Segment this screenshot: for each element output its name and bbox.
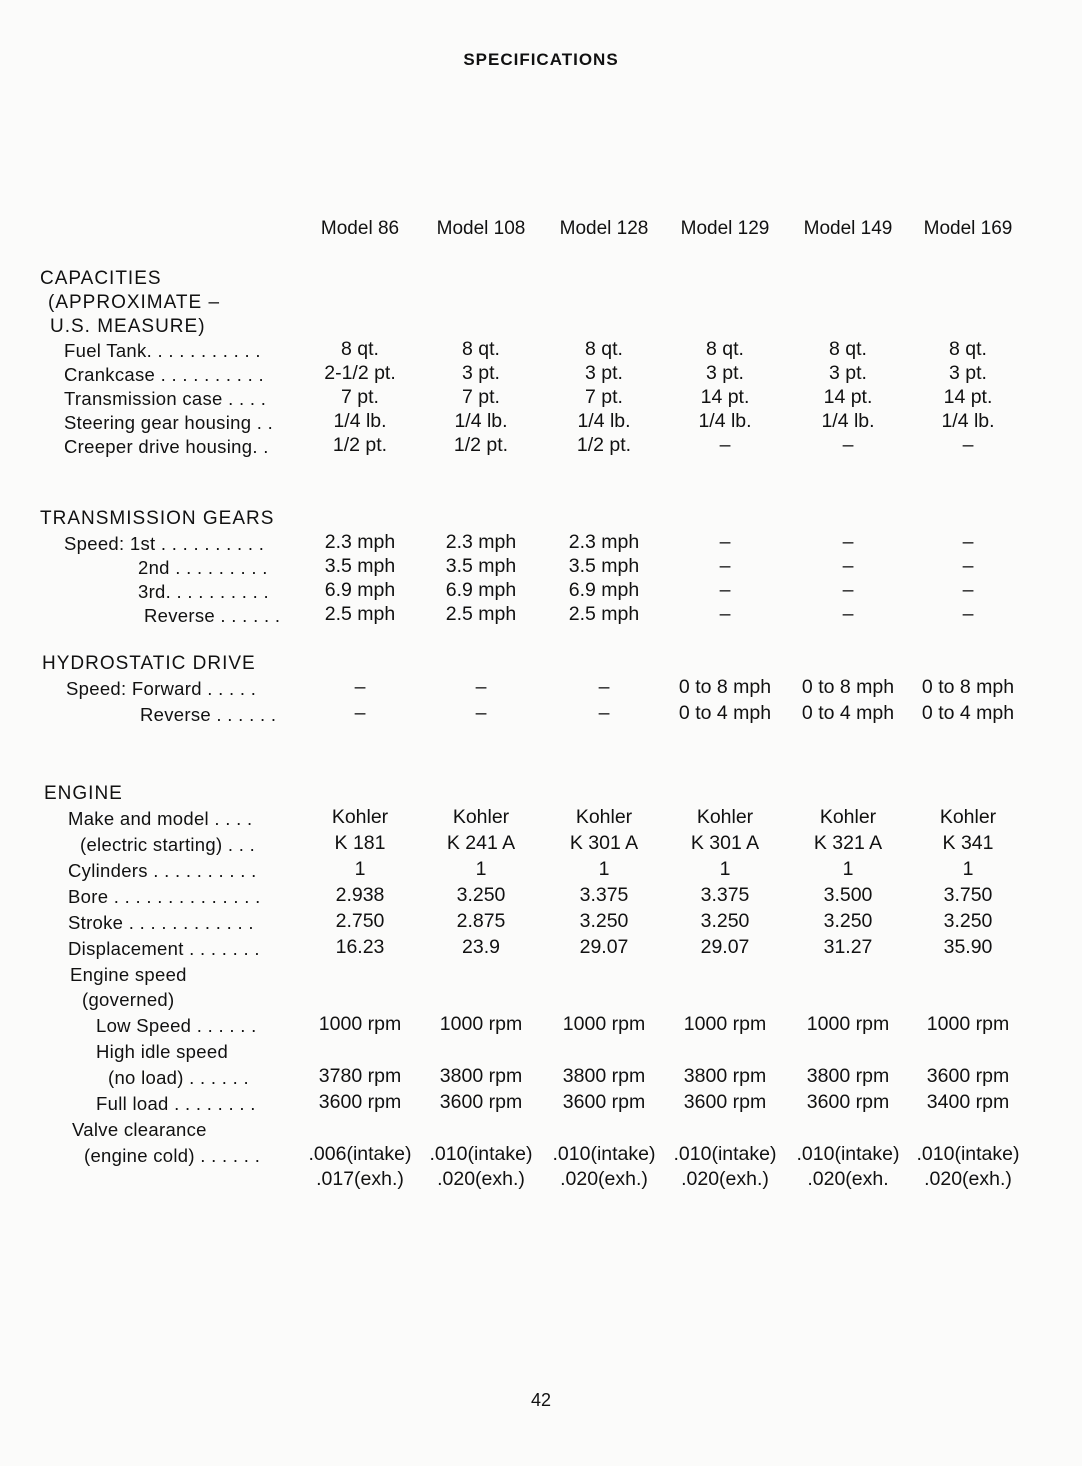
spec-value: 3.5 mph — [445, 555, 517, 577]
spec-value: 29.07 — [700, 936, 750, 958]
spec-value: 1 — [475, 858, 487, 880]
row-label: (governed) — [82, 989, 175, 1010]
spec-value: 1/2 pt. — [453, 434, 509, 456]
row-label: Stroke . . . . . . . . . . . . — [68, 912, 254, 933]
spec-value: 1000 rpm — [926, 1013, 1010, 1035]
spec-value: .020(exh.) — [560, 1168, 648, 1190]
spec-value: 35.90 — [943, 936, 993, 958]
spec-value: K 241 A — [446, 832, 516, 854]
row-label: 3rd. . . . . . . . . . — [138, 581, 269, 602]
model-column-header: Model 129 — [680, 218, 770, 239]
spec-value: 1/2 pt. — [576, 434, 632, 456]
spec-value: – — [962, 434, 974, 456]
spec-value: 7 pt. — [462, 386, 500, 408]
spec-value: 0 to 4 mph — [678, 702, 772, 724]
row-label: Steering gear housing . . — [64, 412, 274, 433]
spec-value: 3600 rpm — [439, 1091, 523, 1113]
spec-value: 3 pt. — [462, 362, 500, 384]
spec-value: K 301 A — [690, 832, 760, 854]
spec-value: 3800 rpm — [439, 1065, 523, 1087]
spec-value: 2.3 mph — [445, 531, 517, 553]
row-label: Speed: Forward . . . . . — [66, 678, 257, 699]
spec-value: K 301 A — [569, 832, 639, 854]
spec-value: 0 to 8 mph — [678, 676, 772, 698]
spec-value: 14 pt. — [823, 386, 873, 408]
spec-value: 1/4 lb. — [333, 410, 387, 432]
spec-value: 0 to 4 mph — [921, 702, 1015, 724]
spec-value: 3800 rpm — [806, 1065, 890, 1087]
row-label: Transmission case . . . . — [64, 388, 267, 409]
spec-value: Kohler — [575, 806, 633, 828]
row-label: Displacement . . . . . . . — [68, 938, 260, 959]
spec-value: – — [842, 434, 854, 456]
spec-value: – — [962, 531, 974, 553]
spec-value: – — [598, 702, 610, 724]
row-label: Fuel Tank. . . . . . . . . . . — [64, 340, 261, 361]
row-label: Cylinders . . . . . . . . . . — [68, 860, 257, 881]
spec-value: – — [719, 603, 731, 625]
section-heading: (APPROXIMATE – — [48, 292, 221, 313]
spec-value: – — [962, 603, 974, 625]
spec-value: 3 pt. — [949, 362, 987, 384]
spec-value: 1 — [598, 858, 610, 880]
row-label: Make and model . . . . — [68, 808, 253, 829]
spec-value: .010(intake) — [552, 1143, 656, 1165]
row-label: 2nd . . . . . . . . . — [138, 557, 268, 578]
spec-value: 16.23 — [335, 936, 385, 958]
spec-value: 2.938 — [335, 884, 385, 906]
row-label: Full load . . . . . . . . — [96, 1093, 256, 1114]
spec-value: – — [842, 531, 854, 553]
section-heading: U.S. MEASURE) — [50, 316, 206, 337]
spec-value: 1/2 pt. — [332, 434, 388, 456]
spec-value: .010(intake) — [916, 1143, 1020, 1165]
spec-value: 1000 rpm — [806, 1013, 890, 1035]
spec-value: Kohler — [819, 806, 877, 828]
spec-value: 3400 rpm — [926, 1091, 1010, 1113]
spec-value: .020(exh. — [807, 1168, 889, 1190]
spec-value: – — [354, 702, 366, 724]
spec-value: 8 qt. — [829, 338, 867, 360]
spec-value: 14 pt. — [943, 386, 993, 408]
spec-value: .020(exh.) — [681, 1168, 769, 1190]
spec-value: 3 pt. — [706, 362, 744, 384]
spec-value: 0 to 8 mph — [921, 676, 1015, 698]
spec-value: 2.5 mph — [324, 603, 396, 625]
section-heading: ENGINE — [44, 783, 123, 804]
spec-value: 1 — [842, 858, 854, 880]
spec-value: 2.3 mph — [568, 531, 640, 553]
spec-value: – — [842, 579, 854, 601]
spec-value: 8 qt. — [341, 338, 379, 360]
spec-value: .010(intake) — [673, 1143, 777, 1165]
spec-value: 1/4 lb. — [454, 410, 508, 432]
spec-value: 3.250 — [943, 910, 993, 932]
spec-value: 1/4 lb. — [698, 410, 752, 432]
section-heading: CAPACITIES — [40, 268, 162, 289]
row-label: High idle speed — [96, 1041, 229, 1062]
row-label: Speed: 1st . . . . . . . . . . — [64, 533, 265, 554]
spec-value: 3.375 — [700, 884, 750, 906]
row-label: Reverse . . . . . . — [140, 704, 277, 725]
spec-value: Kohler — [939, 806, 997, 828]
row-label: (no load) . . . . . . — [108, 1067, 249, 1088]
spec-value: 3600 rpm — [806, 1091, 890, 1113]
spec-value: – — [962, 579, 974, 601]
spec-value: 2.5 mph — [445, 603, 517, 625]
spec-value: 2.875 — [456, 910, 506, 932]
spec-value: 6.9 mph — [568, 579, 640, 601]
spec-value: 6.9 mph — [445, 579, 517, 601]
spec-value: 3.250 — [456, 884, 506, 906]
spec-value: 3780 rpm — [318, 1065, 402, 1087]
spec-value: 1/4 lb. — [821, 410, 875, 432]
spec-value: – — [475, 676, 487, 698]
spec-value: K 181 — [334, 832, 386, 854]
spec-value: .010(intake) — [429, 1143, 533, 1165]
spec-value: 7 pt. — [585, 386, 623, 408]
spec-value: 3.250 — [823, 910, 873, 932]
model-column-header: Model 128 — [559, 218, 649, 239]
model-column-header: Model 169 — [923, 218, 1013, 239]
spec-value: 1 — [719, 858, 731, 880]
spec-value: Kohler — [452, 806, 510, 828]
spec-value: 8 qt. — [706, 338, 744, 360]
spec-value: .010(intake) — [796, 1143, 900, 1165]
spec-value: .020(exh.) — [437, 1168, 525, 1190]
row-label: Reverse . . . . . . — [144, 605, 281, 626]
spec-value: 2.5 mph — [568, 603, 640, 625]
spec-value: – — [475, 702, 487, 724]
spec-value: 1000 rpm — [439, 1013, 523, 1035]
spec-value: 14 pt. — [700, 386, 750, 408]
spec-value: 1 — [962, 858, 974, 880]
row-label: Crankcase . . . . . . . . . . — [64, 364, 264, 385]
spec-value: 0 to 4 mph — [801, 702, 895, 724]
spec-value: 8 qt. — [949, 338, 987, 360]
spec-value: – — [962, 555, 974, 577]
row-label: Low Speed . . . . . . — [96, 1015, 257, 1036]
spec-value: 3600 rpm — [318, 1091, 402, 1113]
spec-value: 1000 rpm — [683, 1013, 767, 1035]
section-heading: TRANSMISSION GEARS — [40, 508, 275, 529]
spec-value: – — [598, 676, 610, 698]
spec-value: 3.5 mph — [568, 555, 640, 577]
spec-value: 8 qt. — [462, 338, 500, 360]
spec-value: 1000 rpm — [318, 1013, 402, 1035]
spec-value: 2-1/2 pt. — [324, 362, 396, 384]
spec-value: 2.750 — [335, 910, 385, 932]
spec-value: .006(intake) — [308, 1143, 412, 1165]
model-column-header: Model 86 — [320, 218, 400, 239]
row-label: Valve clearance — [72, 1119, 207, 1140]
spec-value: .020(exh.) — [924, 1168, 1012, 1190]
spec-value: 3600 rpm — [683, 1091, 767, 1113]
spec-value: 3600 rpm — [926, 1065, 1010, 1087]
row-label: Engine speed — [70, 964, 187, 985]
spec-value: 3600 rpm — [562, 1091, 646, 1113]
spec-value: – — [719, 555, 731, 577]
spec-value: 3.375 — [579, 884, 629, 906]
model-column-header: Model 149 — [803, 218, 893, 239]
model-column-header: Model 108 — [436, 218, 526, 239]
spec-value: 29.07 — [579, 936, 629, 958]
row-label: Creeper drive housing. . — [64, 436, 269, 457]
page-number: 42 — [530, 1390, 552, 1410]
spec-value: – — [719, 579, 731, 601]
spec-value: Kohler — [696, 806, 754, 828]
spec-value: 1/4 lb. — [941, 410, 995, 432]
spec-value: Kohler — [331, 806, 389, 828]
row-label: (electric starting) . . . — [80, 834, 256, 855]
spec-value: 3 pt. — [585, 362, 623, 384]
spec-value: K 321 A — [813, 832, 883, 854]
spec-value: – — [719, 531, 731, 553]
spec-value: 3.750 — [943, 884, 993, 906]
spec-value: 1/4 lb. — [577, 410, 631, 432]
spec-value: 3.5 mph — [324, 555, 396, 577]
section-heading: HYDROSTATIC DRIVE — [42, 653, 256, 674]
spec-value: .017(exh.) — [316, 1168, 404, 1190]
spec-value: – — [354, 676, 366, 698]
spec-value: 2.3 mph — [324, 531, 396, 553]
spec-value: 23.9 — [462, 936, 500, 958]
spec-value: – — [842, 555, 854, 577]
spec-value: 3 pt. — [829, 362, 867, 384]
spec-value: 6.9 mph — [324, 579, 396, 601]
page-title: SPECIFICATIONS — [463, 50, 619, 69]
spec-value: – — [719, 434, 731, 456]
spec-value: 1 — [354, 858, 366, 880]
spec-value: 3800 rpm — [683, 1065, 767, 1087]
spec-value: – — [842, 603, 854, 625]
spec-value: 3800 rpm — [562, 1065, 646, 1087]
spec-value: 3.250 — [579, 910, 629, 932]
spec-value: 1000 rpm — [562, 1013, 646, 1035]
spec-value: 31.27 — [823, 936, 873, 958]
row-label: Bore . . . . . . . . . . . . . . — [68, 886, 261, 907]
spec-value: 7 pt. — [341, 386, 379, 408]
spec-value: K 341 — [942, 832, 994, 854]
row-label: (engine cold) . . . . . . — [84, 1145, 261, 1166]
spec-value: 3.500 — [823, 884, 873, 906]
spec-value: 3.250 — [700, 910, 750, 932]
spec-value: 8 qt. — [585, 338, 623, 360]
spec-value: 0 to 8 mph — [801, 676, 895, 698]
